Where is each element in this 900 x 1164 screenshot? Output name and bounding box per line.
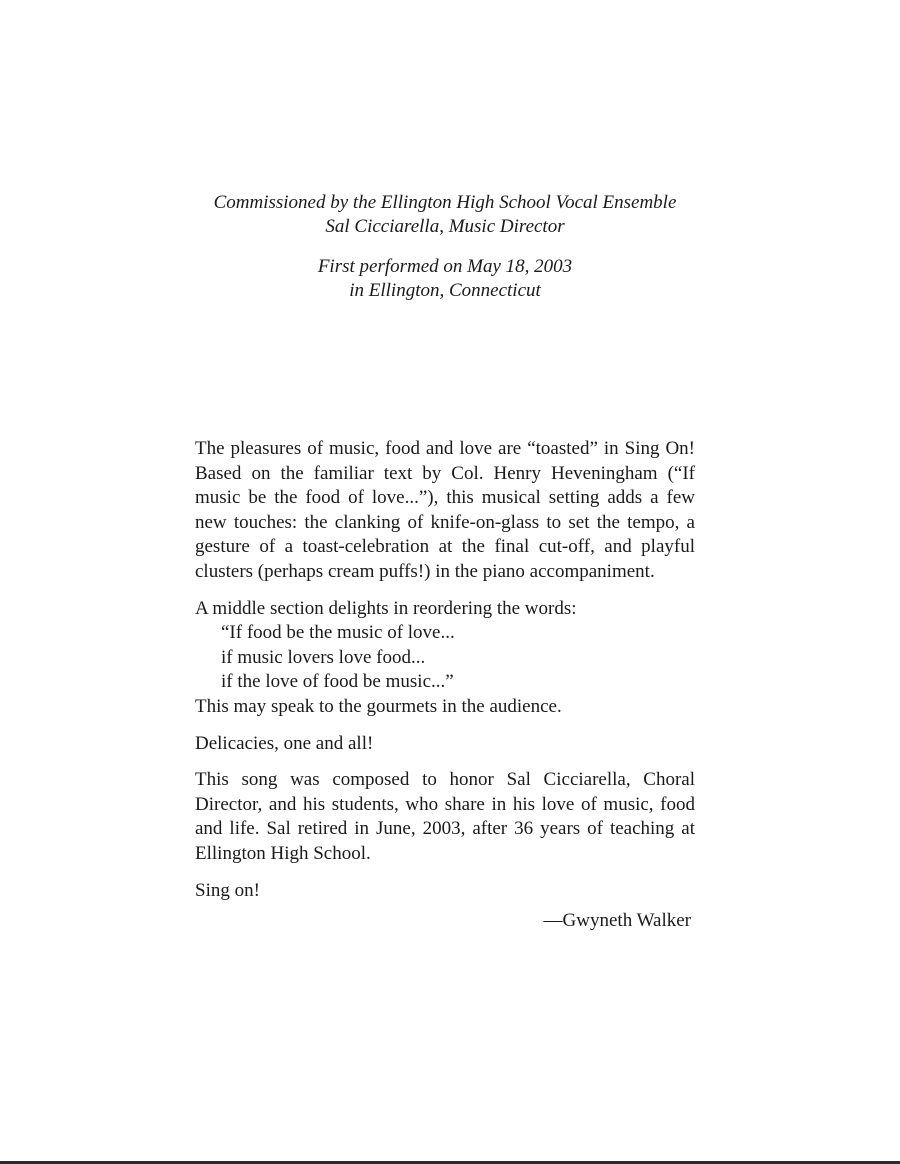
- commission-credit: [150, 191, 740, 239]
- notes-paragraph-middle-outro: This may speak to the gourmets in the audience.: [195, 695, 562, 717]
- premiere-location-line: in Ellington, Connecticut: [349, 280, 541, 301]
- premiere-credit: [150, 255, 740, 303]
- notes-paragraph-middle-intro: A middle section delights in reordering the words:: [195, 597, 577, 619]
- reordered-words-quote: [195, 621, 695, 695]
- commission-line: Commissioned by the Ellington High School Vocal Ensemble: [213, 192, 677, 213]
- composer-signature: —Gwyneth Walker: [543, 910, 691, 932]
- music-director-line: Sal Cicciarella, Music Director: [325, 216, 565, 237]
- notes-paragraph-dedication: This song was composed to honor Sal Cicciarella, Choral Director, and his students, who share in his love of music, food and life. Sal retired in June, 2003, after 36 years of teaching at Ellington High School.: [195, 769, 695, 864]
- notes-paragraph-closing: Sing on!: [195, 879, 260, 901]
- quote-line: if music lovers love food...: [221, 646, 426, 668]
- quote-line: “If food be the music of love...: [221, 622, 455, 644]
- premiere-date-line: First performed on May 18, 2003: [317, 256, 573, 277]
- program-notes: [195, 437, 695, 934]
- notes-paragraph-delicacies: Delicacies, one and all!: [195, 732, 374, 754]
- quote-line: if the love of food be music...”: [221, 671, 454, 693]
- notes-paragraph-intro: The pleasures of music, food and love are “toasted” in Sing On! Based on the familiar text by Col. Henry Heveningham (“If music be the food of love...”), this musical setting adds a few new touches: the clanking of knife-on-glass to set the tempo, a gesture of a toast-celebration at the final cut-off, and playful clusters (perhaps cream puffs!) in the piano accompaniment.: [195, 438, 695, 582]
